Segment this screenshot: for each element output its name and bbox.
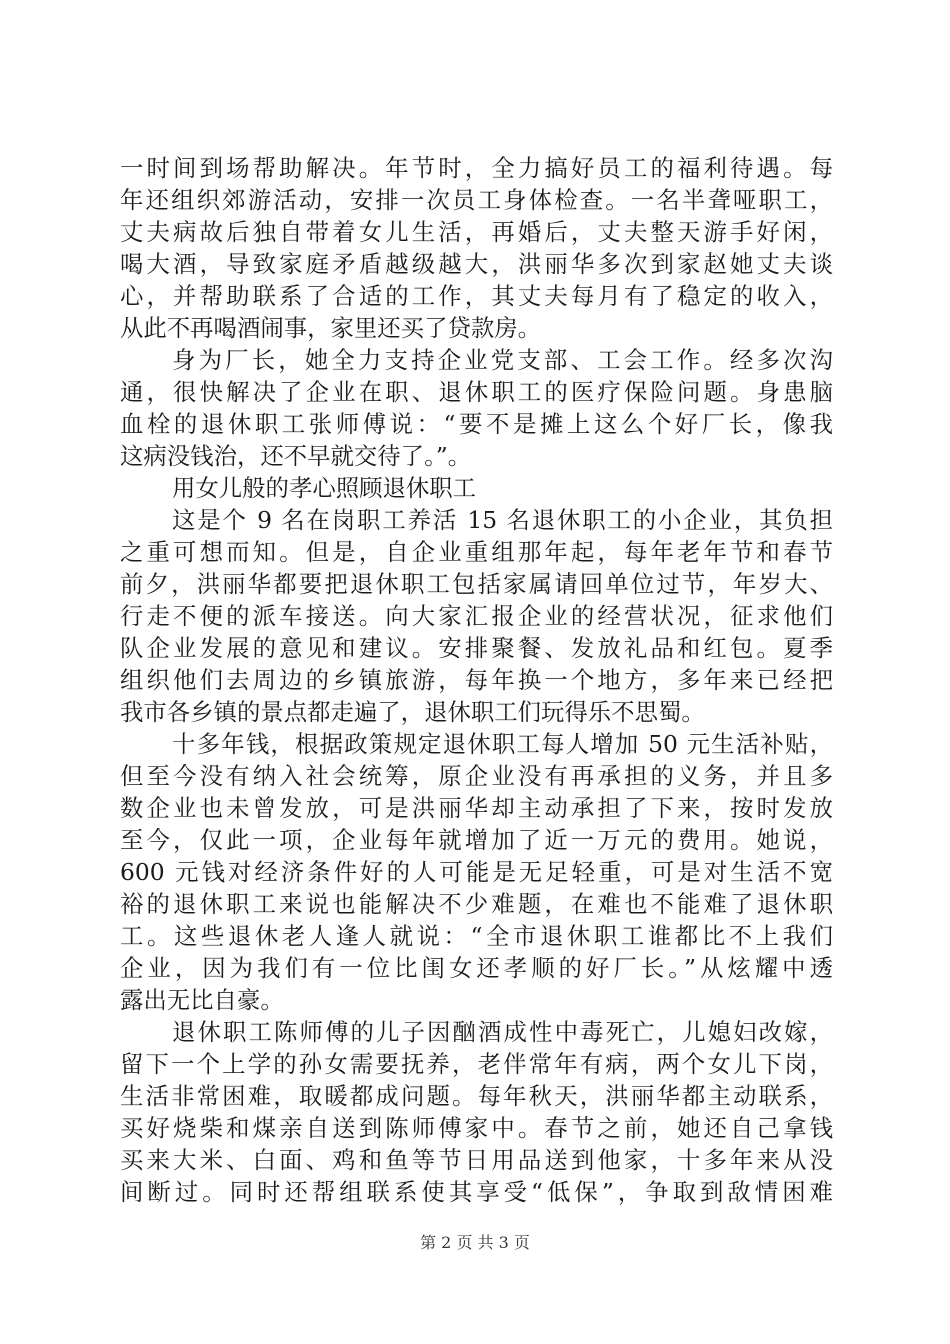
text-line: 露出无比自豪。	[120, 986, 284, 1014]
text-line: 喝大酒，导致家庭矛盾越级越大，洪丽华多次到家赵她丈夫谈	[120, 250, 833, 278]
text-line: 至今，仅此一项，企业每年就增加了近一万元的费用。她说，	[120, 826, 833, 854]
text-line: 十多年钱，根据政策规定退休职工每人增加 50 元生活补贴，	[172, 730, 833, 758]
text-line: 企业，因为我们有一位比闺女还孝顺的好厂长。”从炫耀中透	[120, 954, 833, 982]
text-line: 间断过。同时还帮组联系使其享受“低保”，争取到敌情困难	[120, 1178, 833, 1206]
text-line: 我市各乡镇的景点都走遍了，退休职工们玩得乐不思蜀。	[120, 698, 705, 726]
text-line: 数企业也未曾发放，可是洪丽华却主动承担了下来，按时发放	[120, 794, 833, 822]
text-line: 前夕，洪丽华都要把退休职工包括家属请回单位过节，年岁大、	[120, 570, 833, 598]
text-line: 身为厂长，她全力支持企业党支部、工会工作。经多次沟	[172, 346, 833, 374]
text-line: 工。这些退休老人逢人就说：“全市退休职工谁都比不上我们	[120, 922, 833, 950]
text-line: 这是个 9 名在岗职工养活 15 名退休职工的小企业，其负担	[172, 506, 833, 534]
document-body	[120, 152, 833, 1208]
text-line: 生活非常困难，取暖都成问题。每年秋天，洪丽华都主动联系，	[120, 1082, 833, 1110]
text-line: 留下一个上学的孙女需要抚养，老伴常年有病，两个女儿下岗，	[120, 1050, 833, 1078]
text-line: 但至今没有纳入社会统筹，原企业没有再承担的义务，并且多	[120, 762, 833, 790]
text-line: 心，并帮助联系了合适的工作，其丈夫每月有了稳定的收入，	[120, 282, 833, 310]
text-line: 从此不再喝酒闹事，家里还买了贷款房。	[120, 314, 542, 342]
text-line: 裕的退休职工来说也能解决不少难题，在难也不能难了退休职	[120, 890, 833, 918]
text-line: 年还组织郊游活动，安排一次员工身体检查。一名半聋哑职工，	[120, 186, 833, 214]
text-line: 买来大米、白面、鸡和鱼等节日用品送到他家，十多年来从没	[120, 1146, 833, 1174]
text-line: 这病没钱治，还不早就交待了。”。	[120, 442, 472, 470]
text-line: 行走不便的派车接送。向大家汇报企业的经营状况，征求他们	[120, 602, 833, 630]
text-line: 600 元钱对经济条件好的人可能是无足轻重，可是对生活不宽	[120, 858, 833, 886]
page-footer: 第 2 页 共 3 页	[420, 1233, 530, 1252]
text-line: 之重可想而知。但是，自企业重组那年起，每年老年节和春节	[120, 538, 833, 566]
text-line: 通，很快解决了企业在职、退休职工的医疗保险问题。身患脑	[120, 378, 833, 406]
text-line: 退休职工陈师傅的儿子因酗酒成性中毒死亡，儿媳妇改嫁，	[172, 1018, 833, 1046]
text-line: 丈夫病故后独自带着女儿生活，再婚后，丈夫整天游手好闲，	[120, 218, 833, 246]
text-line: 血栓的退休职工张师傅说：“要不是摊上这么个好厂长，像我	[120, 410, 833, 438]
text-line: 用女儿般的孝心照顾退休职工	[172, 474, 477, 502]
text-line: 队企业发展的意见和建议。安排聚餐、发放礼品和红包。夏季	[120, 634, 833, 662]
text-line: 一时间到场帮助解决。年节时，全力搞好员工的福利待遇。每	[120, 154, 833, 182]
text-line: 买好烧柴和煤亲自送到陈师傅家中。春节之前，她还自己拿钱	[120, 1114, 833, 1142]
text-line: 组织他们去周边的乡镇旅游，每年换一个地方，多年来已经把	[120, 666, 833, 694]
